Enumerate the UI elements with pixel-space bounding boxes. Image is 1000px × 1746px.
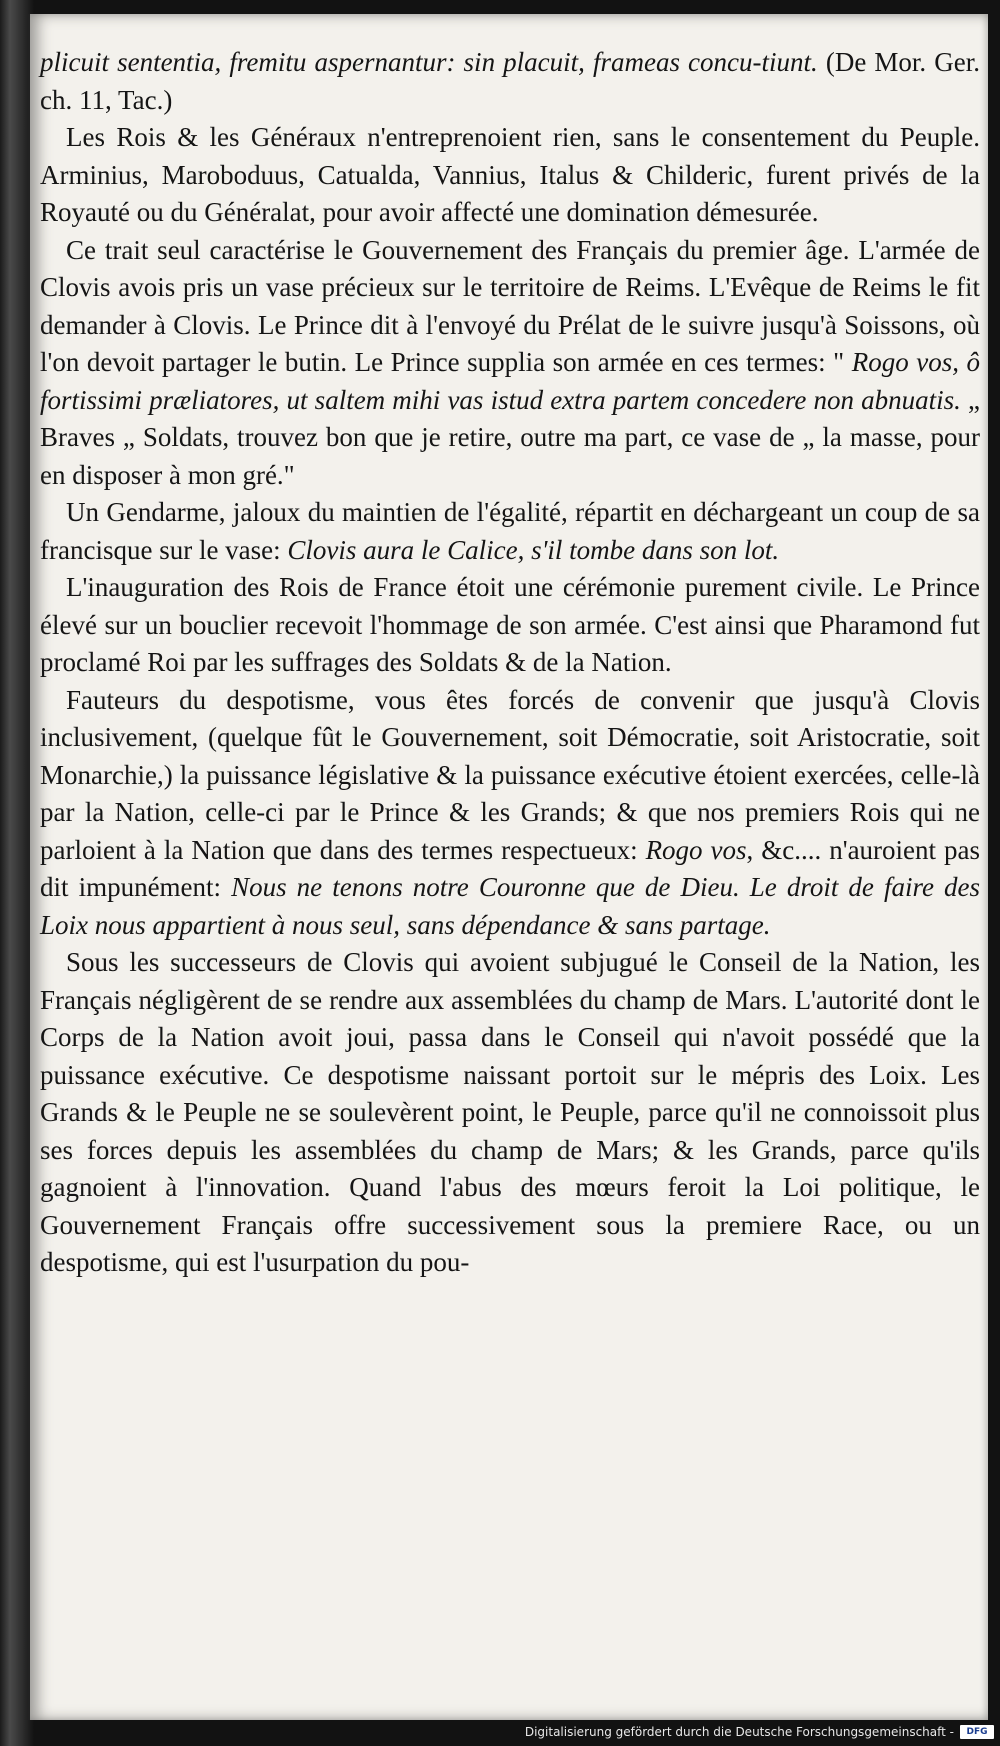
- text-run: „ Braves „ Soldats, trouvez bon que je retire, outre ma part, ce vase de „ la masse, pour en disposer à mon gré.": [40, 384, 981, 490]
- paragraph: [40, 119, 980, 232]
- italic-run: Clovis aura le Calice, s'il tombe dans son lot.: [287, 534, 780, 565]
- paragraph: [40, 569, 980, 682]
- italic-run: Rogo vos: [645, 834, 747, 865]
- text-run: Ce trait seul caractérise le Gouvernement des Français du premier âge. L'armée de Clovis avois pris un vase précieux sur le territoire de Reims. L'Evêque de Reims le fit demander à Clovis. Le Prince dit à l'envoyé du Prélat de le suivre jusqu'à Soissons, où l'on devoit partager le butin. Le Prince supplia son armée en ces termes: ": [40, 234, 980, 377]
- paragraph: [40, 682, 980, 945]
- text-run: Fauteurs du despotisme, vous êtes forcés de convenir que jusqu'à Clovis inclusivement, (quelque fût le Gouvernement, soit Démocratie, soit Aristocratie, soit Monarchie,) la puissance législative & la puissance exécutive étoient exercées, celle-là par la Nation, celle-ci par le Prince & les Grands; & que nos premiers Rois qui ne parloient à la Nation que dans des termes respectueux:: [40, 684, 980, 865]
- paragraph: [40, 44, 980, 119]
- text-run: , &c.... n'auroient pas dit impunément:: [40, 834, 981, 902]
- text-run: (De Mor. Ger. ch. 11, Tac.): [40, 47, 981, 115]
- paragraph: [40, 494, 980, 569]
- text-run: Un Gendarme, jaloux du maintien de l'égalité, répartit en déchargeant un coup de sa francisque sur le vase:: [40, 497, 980, 565]
- paragraph: [40, 232, 980, 495]
- paragraph: [40, 944, 980, 1282]
- page-text: [40, 44, 980, 1282]
- italic-run: plicuit sententia, fremitu aspernantur: sin placuit, frameas concu-tiunt.: [40, 47, 818, 77]
- book-page: [28, 14, 988, 1720]
- italic-run: Rogo vos, ô fortissimi præliatores, ut saltem mihi vas istud extra partem concedere non abnuatis.: [40, 347, 980, 415]
- text-run: L'inauguration des Rois de France étoit une cérémonie purement civile. Le Prince élevé sur un bouclier recevoit l'hommage de son armée. C'est ainsi que Pharamond fut proclamé Roi par les suffrages des Soldats & de la Nation.: [40, 572, 980, 677]
- text-run: Sous les successeurs de Clovis qui avoient subjugué le Conseil de la Nation, les Français négligèrent de se rendre aux assemblées du champ de Mars. L'autorité dont le Corps de la Nation avoit joui, passa dans le Conseil qui n'avoit possédé que la puissance exécutive. Ce despotisme naissant portoit sur le mépris des Loix. Les Grands & le Peuple ne se soulevèrent point, le Peuple, parce qu'il ne connoissoit plus ses forces depuis les assemblées du champ de Mars; & les Grands, parce qu'ils gagnoient à l'innovation. Quand l'abus des mœurs feroit la Loi politique, le Gouvernement Français offre successivement sous la premiere Race, ou un despotisme, qui est l'usurpation du pou-: [40, 947, 980, 1277]
- italic-run: Nous ne tenons notre Couronne que de Dieu. Le droit de faire des Loix nous appartient à nous seul, sans dépendance & sans partage.: [40, 872, 980, 940]
- text-run: Les Rois & les Généraux n'entreprenoient rien, sans le consentement du Peuple. Arminius, Maroboduus, Catualda, Vannius, Italus & Childeric, furent privés de la Royauté ou du Généralat, pour avoir affecté une domination démesurée.: [40, 122, 980, 227]
- credit-text: Digitalisierung gefördert durch die Deutsche Forschungsgemeinschaft -: [524, 1725, 954, 1739]
- digitization-credit: [525, 1722, 994, 1742]
- dfg-logo-icon: DFG: [960, 1725, 994, 1739]
